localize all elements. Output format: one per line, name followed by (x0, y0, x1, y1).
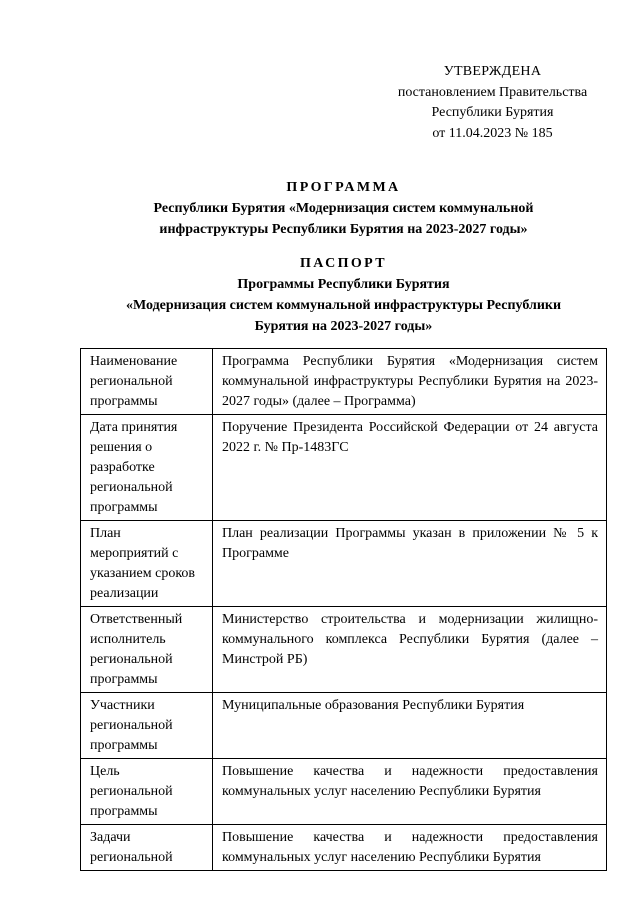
passport-table (80, 348, 607, 871)
row-label: План мероприятий с указанием сроков реализации (81, 521, 213, 607)
approval-date: от 11.04.2023 № 185 (432, 125, 553, 141)
table-row (81, 521, 607, 607)
passport-subtitle-line-2: «Модернизация систем коммунальной инфраструктуры Республики (125, 298, 562, 313)
program-title: ПРОГРАММА (286, 180, 401, 195)
table-row (81, 415, 607, 521)
row-label: Ответственный исполнитель региональной программы (81, 607, 213, 693)
program-heading (80, 177, 607, 240)
row-content: Программа Республики Бурятия «Модернизация систем коммунальной инфраструктуры Республики Бурятия на 2023-2027 годы» (далее – Программа) (213, 349, 607, 415)
table-row (81, 349, 607, 415)
program-name-line-1: Республики Бурятия «Модернизация систем коммунальной (153, 201, 534, 216)
row-label: Цель региональной программы (81, 759, 213, 825)
row-content: Повышение качества и надежности предоставления коммунальных услуг населению Республики Бурятия (213, 759, 607, 825)
passport-title: ПАСПОРТ (299, 256, 388, 271)
row-label: Дата принятия решения о разработке региональной программы (81, 415, 213, 521)
approval-line-2: Республики Бурятия (431, 105, 554, 120)
row-label: Наименование региональной программы (81, 349, 213, 415)
passport-subtitle-line-1: Программы Республики Бурятия (237, 277, 450, 292)
row-content: Повышение качества и надежности предоставления коммунальных услуг населению Республики Бурятия (213, 825, 607, 871)
table-row (81, 693, 607, 759)
passport-subtitle-line-3: Бурятия на 2023-2027 годы» (254, 319, 433, 334)
row-content: План реализации Программы указан в приложении № 5 к Программе (213, 521, 607, 607)
table-row (81, 759, 607, 825)
row-content: Поручение Президента Российской Федерации от 24 августа 2022 г. № Пр-1483ГС (213, 415, 607, 521)
row-content: Министерство строительства и модернизации жилищно-коммунального комплекса Республики Бурятия (далее – Минстрой РБ) (213, 607, 607, 693)
table-row (81, 607, 607, 693)
approval-line-1: постановлением Правительства (397, 84, 588, 100)
row-content: Муниципальные образования Республики Бурятия (213, 693, 607, 759)
approval-title: УТВЕРЖДЕНА (443, 64, 542, 79)
table-row (81, 825, 607, 871)
program-name-line-2: инфраструктуры Республики Бурятия на 2023-2027 годы» (159, 222, 528, 237)
row-label: Участники региональной программы (81, 693, 213, 759)
passport-heading (80, 253, 607, 337)
row-label: Задачи региональной (81, 825, 213, 871)
approval-stamp (385, 62, 600, 144)
